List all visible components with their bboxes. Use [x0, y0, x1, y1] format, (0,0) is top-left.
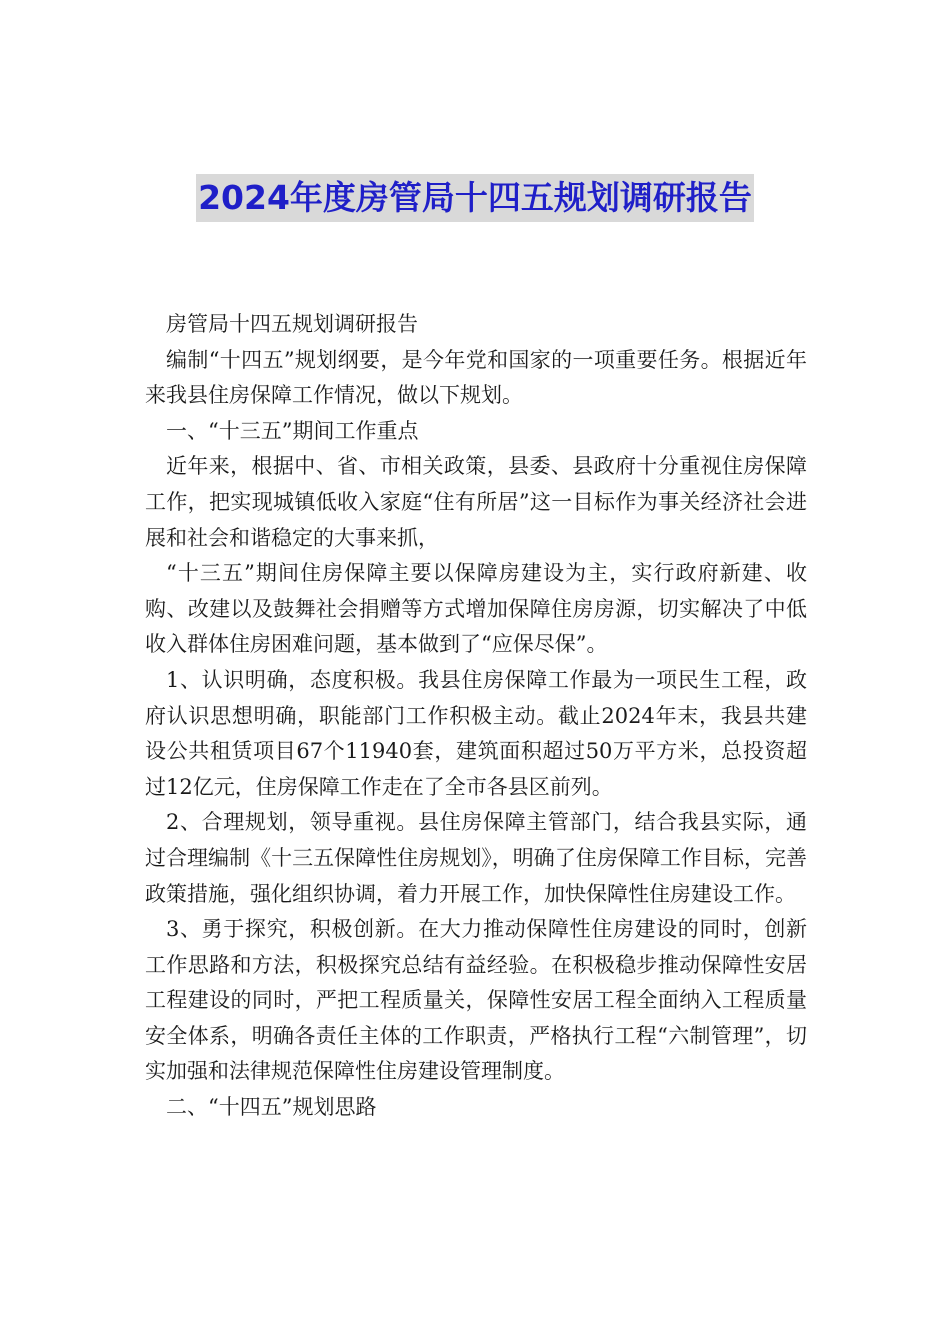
- paragraph-point-1: 1、认识明确，态度积极。我县住房保障工作最为一项民生工程，政府认识思想明确，职能部门工作积极主动。截止2024年末，我县共建设公共租赁项目67个11940套，建筑面积超过50万平方米，总投资超过12亿元，住房保障工作走在了全市各县区前列。: [145, 667, 807, 799]
- section-heading-1: 一、“十三五”期间工作重点: [166, 418, 419, 443]
- document-body: [145, 307, 807, 1126]
- paragraph-subtitle: 房管局十四五规划调研报告: [166, 312, 418, 336]
- paragraph: 近年来，根据中、省、市相关政策，县委、县政府十分重视住房保障工作，把实现城镇低收入家庭“住有所居”这一目标作为事关经济社会进展和社会和谐稳定的大事来抓，: [145, 454, 807, 550]
- title-container: [0, 174, 950, 222]
- paragraph-point-2: 2、合理规划，领导重视。县住房保障主管部门，结合我县实际，通过合理编制《十三五保障性住房规划》，明确了住房保障工作目标，完善政策措施，强化组织协调，着力开展工作，加快保障性住房建设工作。: [145, 810, 807, 906]
- section-heading-2: 二、“十四五”规划思路: [166, 1095, 377, 1120]
- paragraph-point-3: 3、勇于探究，积极创新。在大力推动保障性住房建设的同时，创新工作思路和方法，积极探究总结有益经验。在积极稳步推动保障性安居工程建设的同时，严把工程质量关，保障性安居工程全面纳入工程质量安全体系，明确各责任主体的工作职责，严格执行工程“六制管理”，切实加强和法律规范保障性住房建设管理制度。: [145, 917, 807, 1084]
- document-title: 2024年度房管局十四五规划调研报告: [196, 174, 754, 222]
- paragraph-intro: 编制“十四五”规划纲要，是今年党和国家的一项重要任务。根据近年来我县住房保障工作情况，做以下规划。: [145, 347, 807, 408]
- paragraph: “十三五”期间住房保障主要以保障房建设为主，实行政府新建、收购、改建以及鼓舞社会捐赠等方式增加保障住房房源，切实解决了中低收入群体住房困难问题，基本做到了“应保尽保”。: [145, 561, 807, 657]
